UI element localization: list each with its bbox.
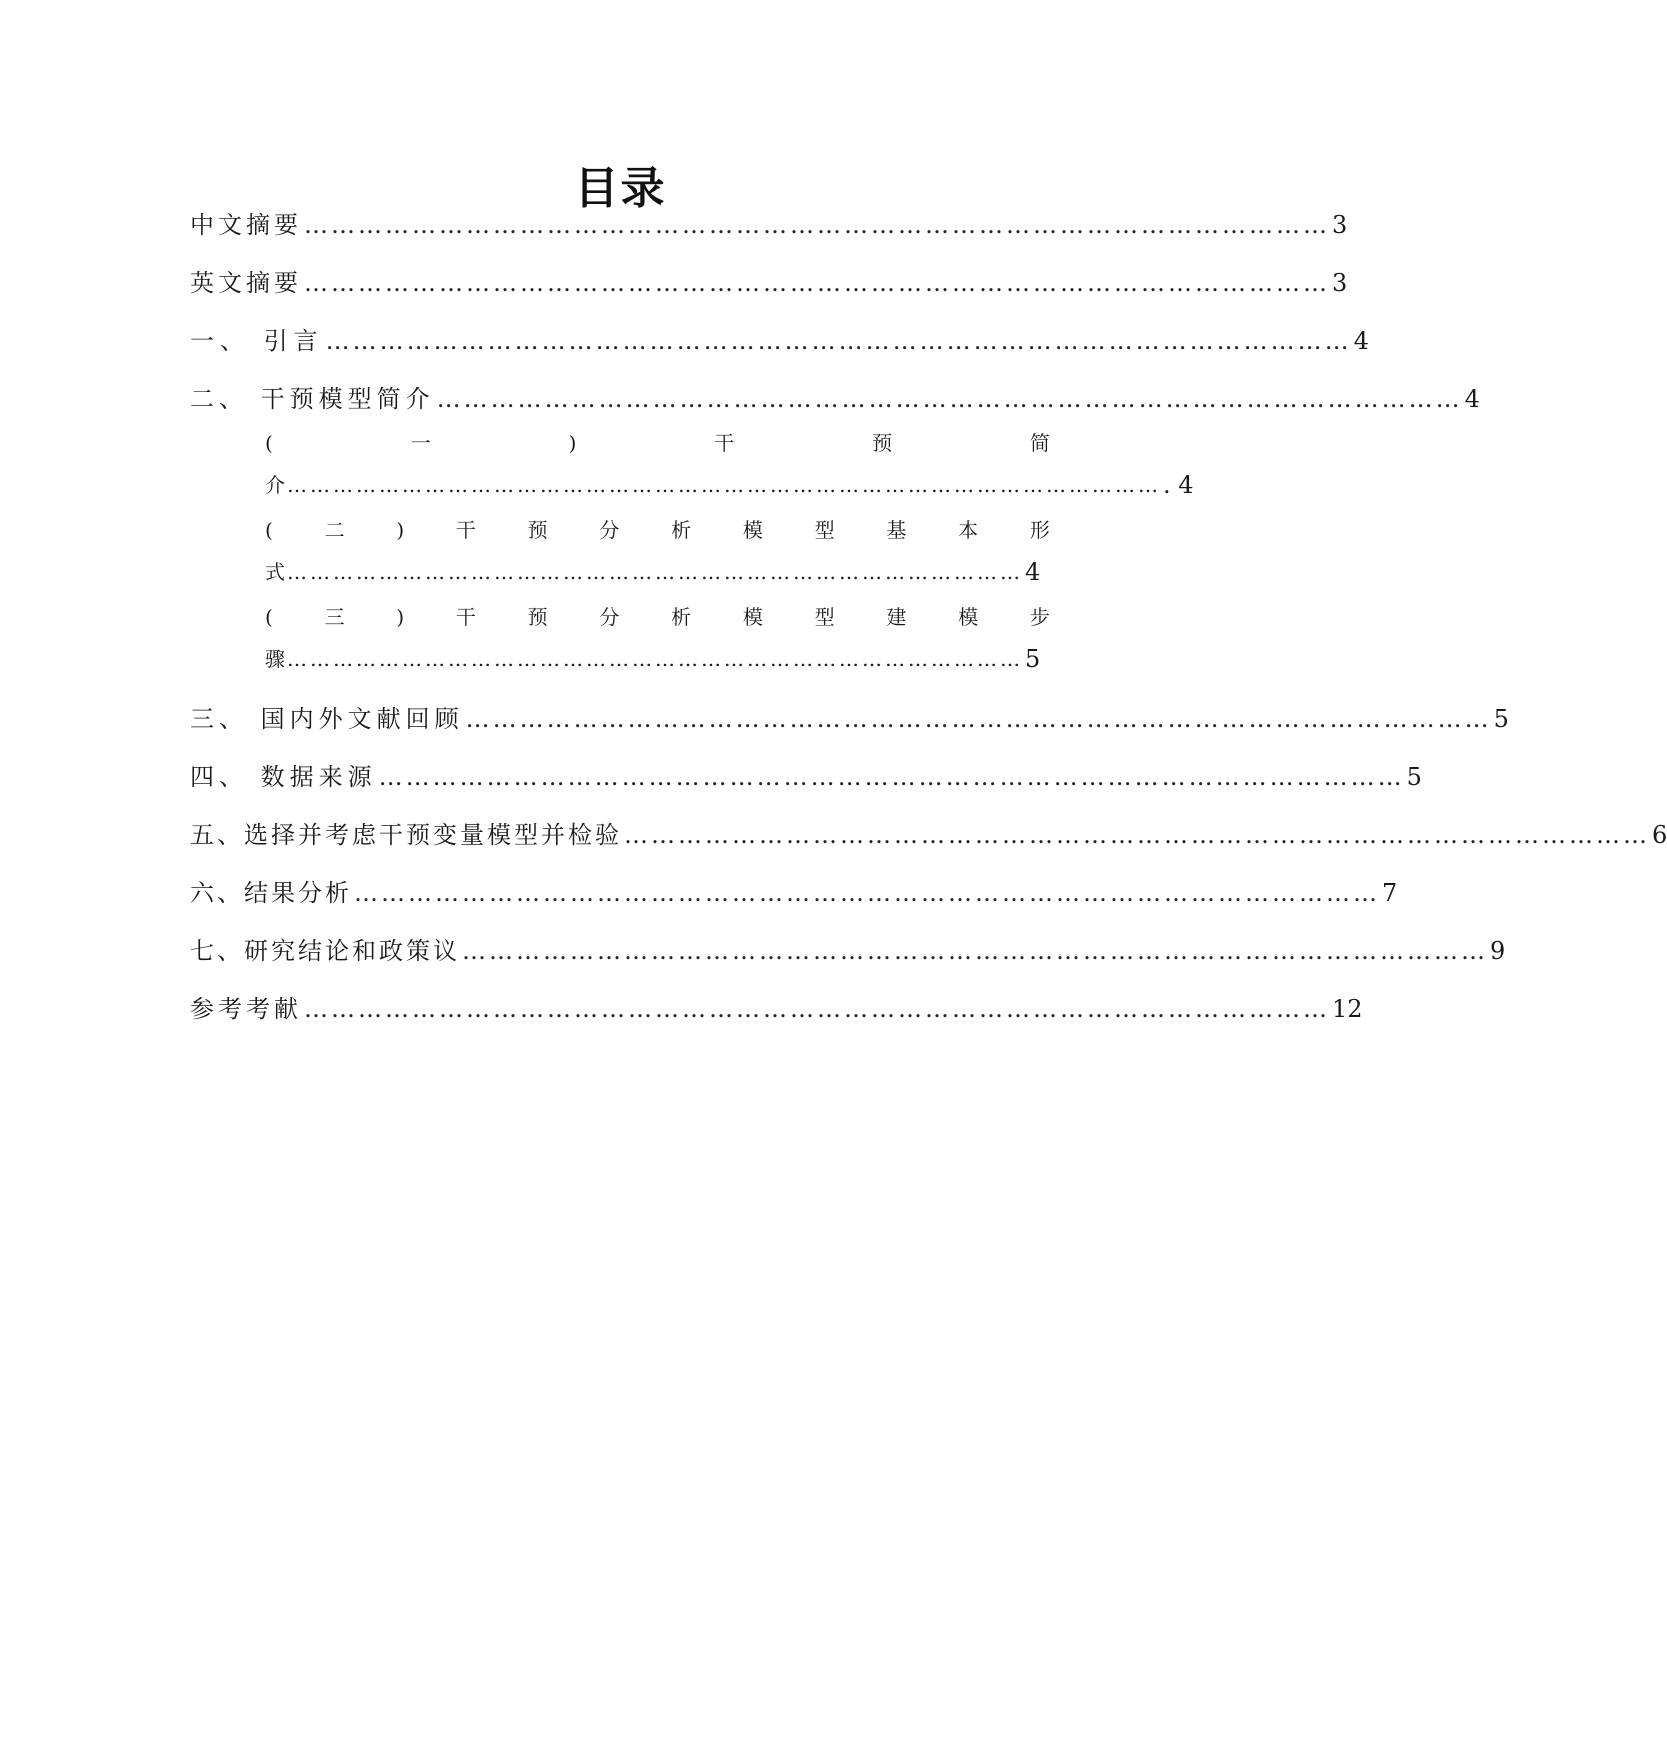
- toc-page-number: 4: [1025, 558, 1041, 586]
- toc-entry[interactable]: [190, 320, 1369, 356]
- toc-subentry-char: 型: [814, 605, 835, 629]
- toc-subentry-char: ): [396, 518, 405, 542]
- toc-subentry-char: 预: [527, 605, 548, 629]
- toc-subentry-char: 型: [814, 518, 835, 542]
- dot-leader: ……………………………………………………………………………………………………: [624, 821, 1650, 849]
- toc-page-number: 6: [1652, 821, 1667, 849]
- toc-entry-label: 六、结果分析: [190, 879, 352, 907]
- toc-subentry-char: 步: [1029, 605, 1050, 629]
- toc-subentry-char: (: [265, 431, 273, 455]
- toc-subentry-char: 分: [599, 605, 620, 629]
- dot-leader: ……………………………………………………………………………………………………: [325, 327, 1352, 355]
- toc-entry[interactable]: [190, 262, 1348, 298]
- toc-subentry-char: 析: [671, 518, 692, 542]
- toc-subentry-label: 式: [265, 560, 285, 584]
- toc-page-number: 4: [1464, 385, 1480, 413]
- toc-entry[interactable]: [190, 988, 1363, 1024]
- toc-page-number: 3: [1332, 211, 1348, 239]
- toc-entry-label: 英文摘要: [190, 269, 302, 297]
- toc-subentry-label: 骤: [265, 647, 285, 671]
- toc-page-number: 5: [1025, 645, 1041, 673]
- toc-subentry-tail[interactable]: [265, 555, 1041, 587]
- toc-entry-label: 参考考献: [190, 995, 302, 1023]
- toc-subentry-head[interactable]: [265, 428, 1050, 458]
- toc-subentry-tail[interactable]: [265, 642, 1041, 674]
- toc-subentry-char: 干: [455, 518, 476, 542]
- toc-entry-label: 中文摘要: [190, 211, 302, 239]
- dot-leader: ……………………………………………………………………………………………………: [436, 385, 1463, 413]
- toc-subentry-char: 模: [742, 518, 763, 542]
- toc-entry[interactable]: [190, 872, 1398, 908]
- toc-subentry-char: (: [265, 605, 273, 629]
- toc-entry[interactable]: [190, 814, 1667, 850]
- toc-subentry-char: 干: [455, 605, 476, 629]
- toc-page-number: . 4: [1163, 471, 1194, 499]
- toc-subentry-tail[interactable]: [265, 468, 1194, 500]
- toc-entry-label: 二、 干预模型简介: [190, 385, 435, 413]
- toc-entry-label: 五、选择并考虑干预变量模型并检验: [190, 821, 622, 849]
- toc-subentry-char: 简: [1030, 431, 1050, 455]
- toc-subentry-char: 二: [324, 518, 345, 542]
- dot-leader: ……………………………………………………………………………………………………: [304, 211, 1330, 239]
- dot-leader: ……………………………………………………………………………………………………: [378, 763, 1405, 791]
- dot-leader: ……………………………………………………………………………………………………: [304, 269, 1330, 297]
- toc-page-number: 5: [1406, 763, 1422, 791]
- toc-entry[interactable]: [190, 204, 1348, 240]
- toc-subentry-char: 基: [886, 518, 907, 542]
- toc-entry-label: 四、 数据来源: [190, 763, 377, 791]
- toc-subentry-label: 介: [265, 473, 285, 497]
- toc-entry-label: 七、研究结论和政策议: [190, 937, 460, 965]
- toc-page-number: 5: [1493, 705, 1509, 733]
- toc-subentry-char: ): [396, 605, 405, 629]
- dot-leader: ……………………………………………………………………………………………………: [462, 937, 1488, 965]
- toc-subentry-char: 预: [872, 431, 893, 455]
- toc-page-number: 9: [1490, 937, 1506, 965]
- dot-leader: ……………………………………………………………………………………………………: [287, 473, 1161, 497]
- toc-subentry-char: (: [265, 518, 273, 542]
- toc-subentry-char: 建: [886, 605, 907, 629]
- toc-entry[interactable]: [190, 930, 1506, 966]
- dot-leader: ……………………………………………………………………………………………………: [354, 879, 1380, 907]
- dot-leader: ……………………………………………………………………………………………………: [465, 705, 1492, 733]
- toc-subentry-char: 干: [714, 431, 735, 455]
- toc-subentry-char: 预: [527, 518, 548, 542]
- toc-page-number: 12: [1332, 995, 1363, 1023]
- toc-subentry-char: 三: [324, 605, 345, 629]
- toc-subentry-char: 形: [1029, 518, 1050, 542]
- toc-page-number: 4: [1353, 327, 1369, 355]
- toc-subentry-head[interactable]: [265, 602, 1050, 632]
- toc-entry[interactable]: [190, 378, 1480, 414]
- dot-leader: ……………………………………………………………………………………: [287, 560, 1023, 584]
- toc-subentry-char: 一: [410, 431, 431, 455]
- toc-subentry-char: 模: [958, 605, 979, 629]
- toc-subentry-char: 模: [742, 605, 763, 629]
- toc-entry-label: 三、 国内外文献回顾: [190, 705, 464, 733]
- page-title: 目录: [574, 163, 667, 214]
- dot-leader: ……………………………………………………………………………………: [287, 647, 1023, 671]
- toc-subentry-char: 本: [958, 518, 979, 542]
- toc-subentry-head[interactable]: [265, 515, 1050, 545]
- toc-subentry-char: 析: [671, 605, 692, 629]
- dot-leader: ……………………………………………………………………………………………………: [304, 995, 1330, 1023]
- toc-entry[interactable]: [190, 698, 1509, 734]
- toc-page-number: 3: [1332, 269, 1348, 297]
- toc-page-number: 7: [1382, 879, 1398, 907]
- toc-subentry-char: ): [568, 431, 577, 455]
- toc-entry-label: 一、 引言: [190, 327, 324, 355]
- toc-entry[interactable]: [190, 756, 1422, 792]
- toc-subentry-char: 分: [599, 518, 620, 542]
